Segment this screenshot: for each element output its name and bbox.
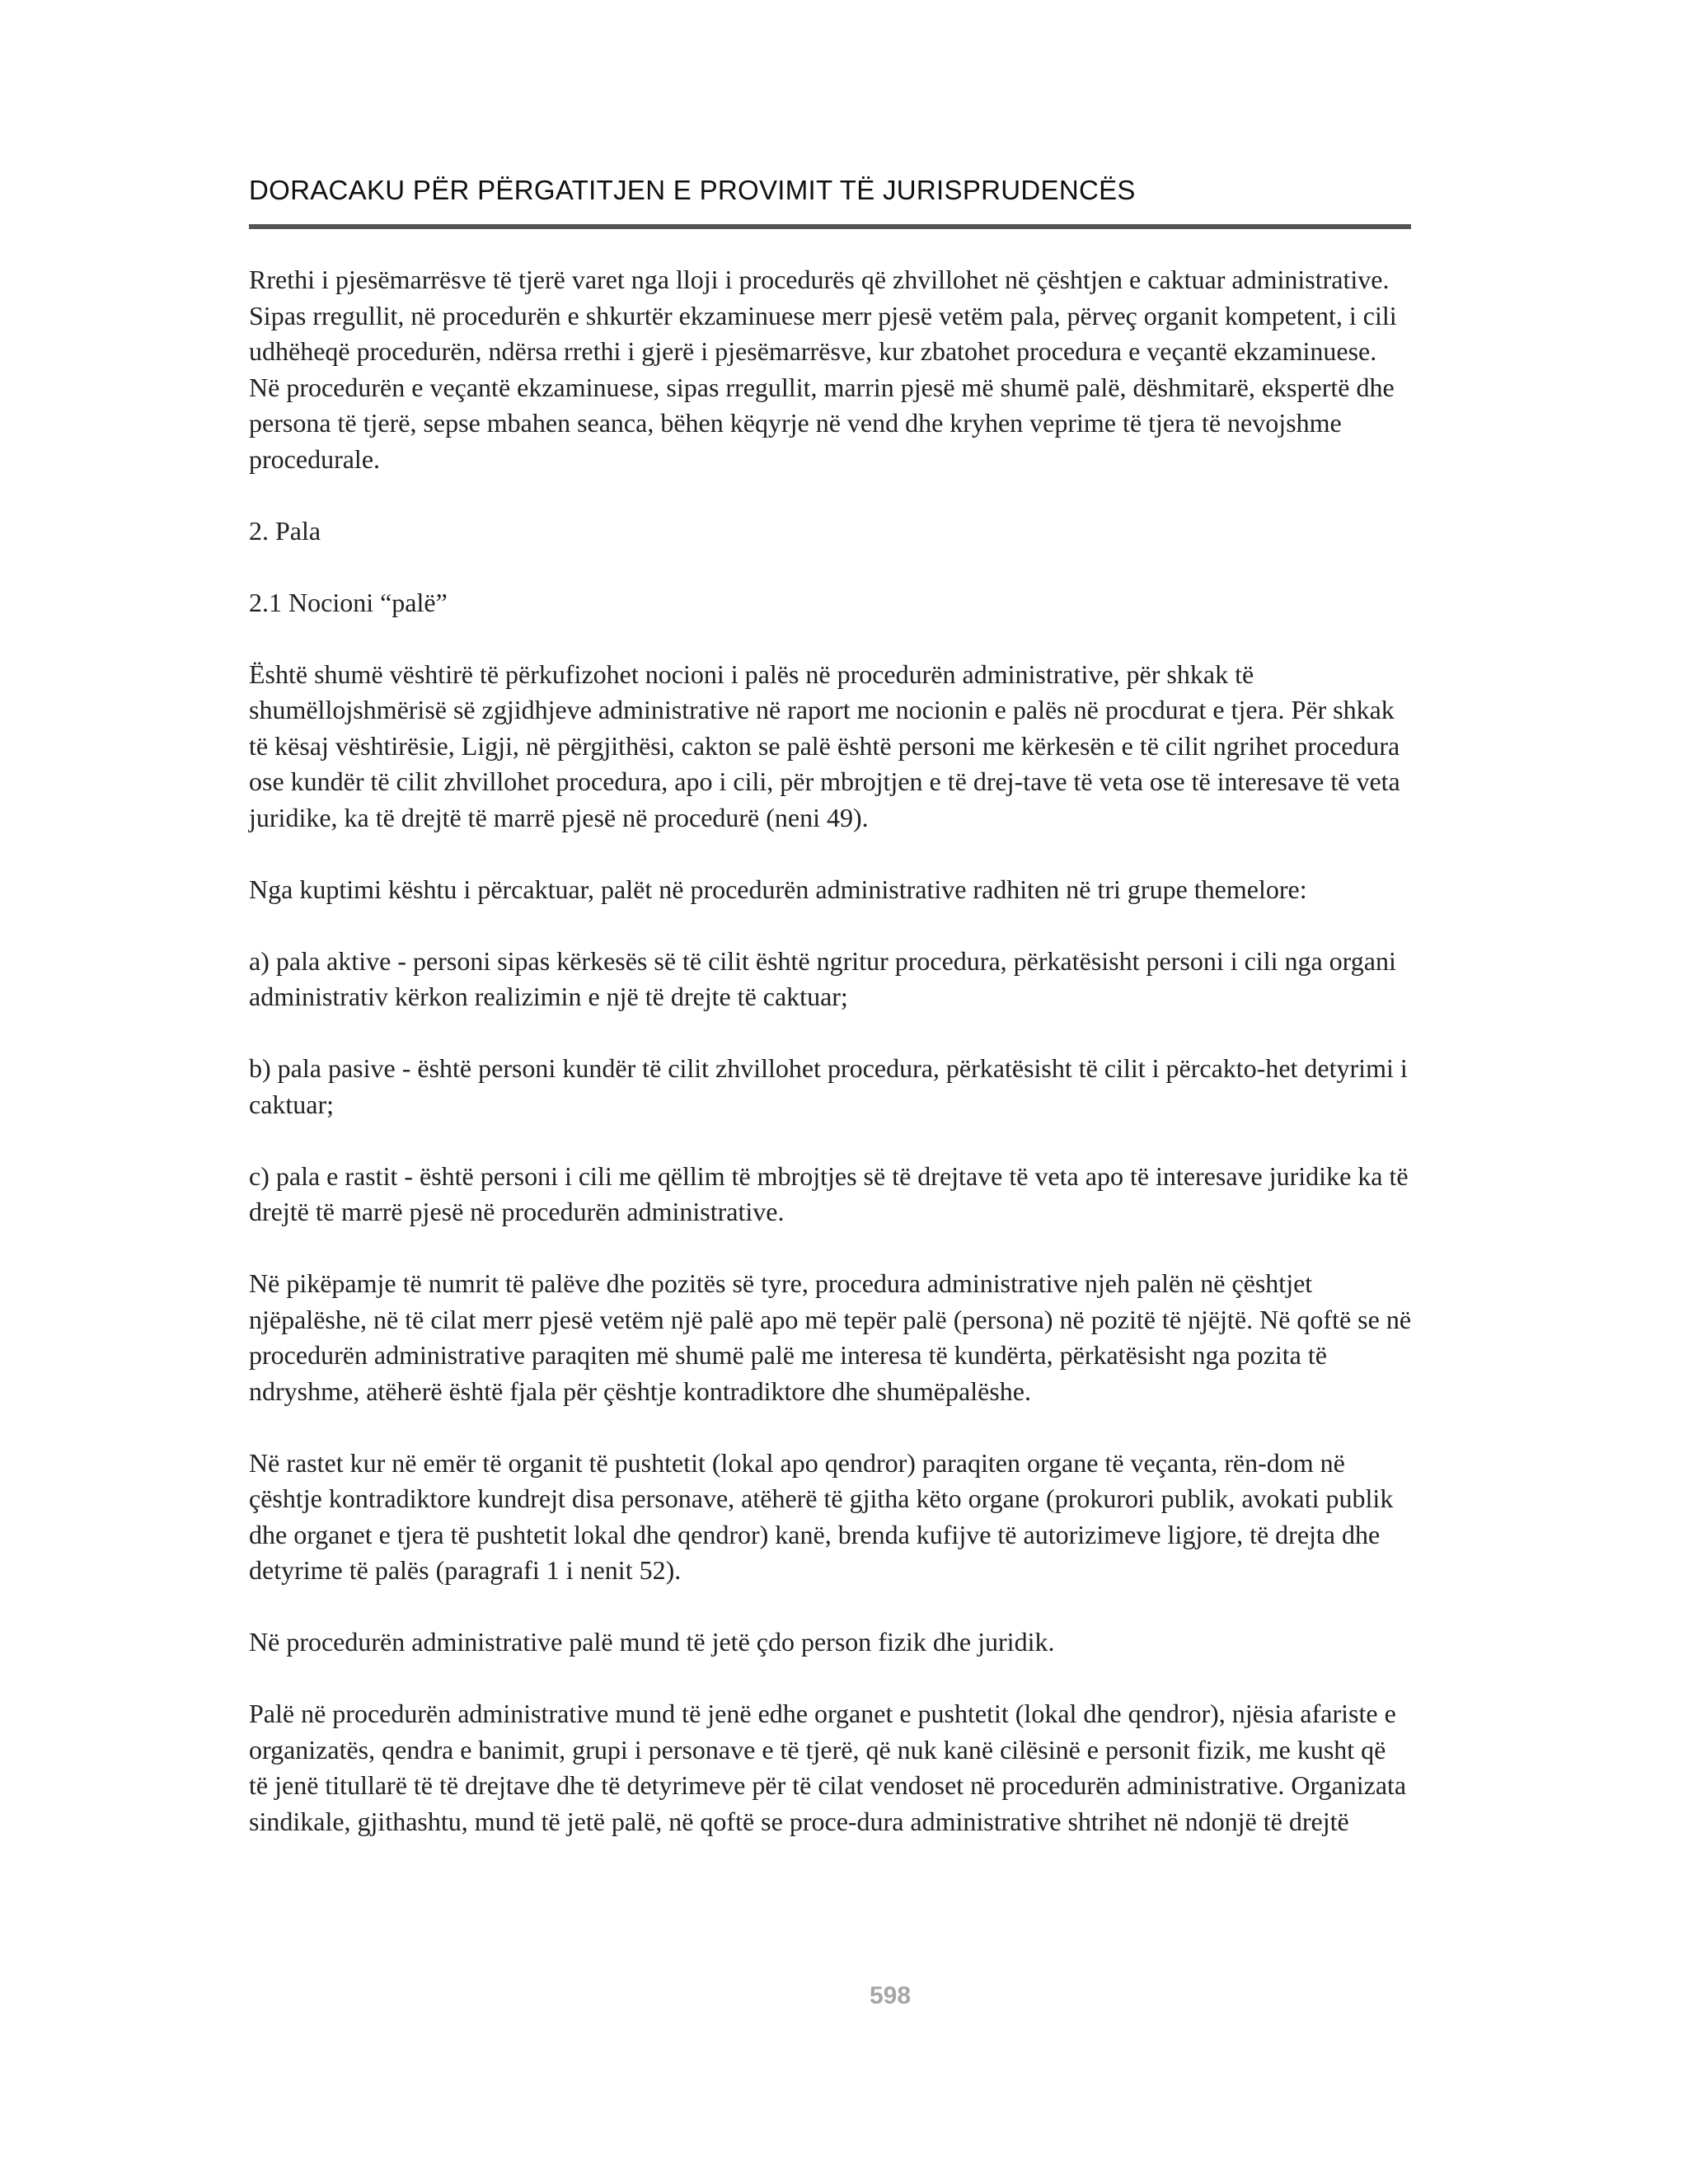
list-item-active-party: a) pala aktive - personi sipas kërkesës së të cilit është ngritur procedura, përkatësisht personi i cili nga organi administrativ kërkon realizimin e një të drejte të caktuar;: [249, 945, 1396, 1011]
list-item-incidental-party: c) pala e rastit - është personi i cili me qëllim të mbrojtjes së të drejtave të veta apo të interesave juridike ka të drejtë të marrë pjesë në procedurën administrative.: [249, 1160, 1409, 1226]
paragraph-participants: Rrethi i pjesëmarrësve të tjerë varet nga lloji i procedurës që zhvillohet në çështjen e caktuar administrative. Sipas rregullit, në procedurën e shkurtër ekzaminuese merr pjesë vetëm pala, përveç organit kompetent, i cili udhëheqë procedurën, ndërsa rrethi i gjerë i pjesëmarrësve, kur zbatohet procedura e veçantë ekzaminuese. Në procedurën e veçantë ekzaminuese, sipas rregullit, marrin pjesë më shumë palë, dëshmitarë, ekspertë dhe persona të tjerë, sepse mbahen seanca, bëhen këqyrje në vend dhe kryhen veprime të tjera të nevojshme procedurale.: [249, 265, 1397, 474]
paragraph-authority-organs: Në rastet kur në emër të organit të pushtetit (lokal apo qendror) paraqiten organe të veçanta, rën-dom në çështje kontradiktore kundrejt disa personave, atëherë të gjitha këto organe (prokurori publik, avokati publik dhe organet e tjera të pushtetit lokal dhe qendror) kanë, brenda kufijve të autorizimeve ligjore, të drejta dhe detyrime të palës (paragrafi 1 i nenit 52).: [249, 1447, 1394, 1585]
paragraph-number-of-parties: Në pikëpamje të numrit të palëve dhe pozitës së tyre, procedura administrative njeh palën në çështjet njëpalëshe, në të cilat merr pjesë vetëm një palë apo më tepër palë (persona) në pozitë të njëjtë. Në qoftë se në procedurën administrative paraqiten më shumë palë me interesa të kundërta, përkatësisht nga pozita të ndryshme, atëherë është fjala për çështje kontradiktore dhe shumëpalëshe.: [249, 1268, 1412, 1406]
paragraph-other-parties: Palë në procedurën administrative mund të jenë edhe organet e pushtetit (lokal dhe qendror), njësia afariste e organizatës, qendra e banimit, grupi i personave e të tjerë, që nuk kanë cilësinë e personit fizik, me kusht që të jenë titullarë të të drejtave dhe të detyrimeve për të cilat vendoset në procedurën administrative. Organizata sindikale, gjithashtu, mund të jetë palë, në qoftë se proce-dura administrative shtrihet në ndonjë të drejtë: [249, 1699, 1407, 1836]
subsection-heading-nocioni: 2.1 Nocioni “palë”: [249, 587, 448, 617]
section-heading-pala: 2. Pala: [249, 515, 321, 546]
paragraph-definition: Është shumë vështirë të përkufizohet nocioni i palës në procedurën administrative, për shkak të shumëllojshmërisë së zgjidhjeve administrative në raport me nocionin e palës në procdurat e tjera. Për shkak të kësaj vështirësie, Ligji, në përgjithësi, cakton se palë është personi me kërkesën e të cilit ngrihet procedura ose kundër të cilit zhvillohet procedura, apo i cili, për mbrojtjen e të drej-tave të veta ose të interesave të veta juridike, ka të drejtë të marrë pjesë në procedurë (neni 49).: [249, 658, 1400, 832]
header-rule: [249, 224, 1411, 229]
paragraph-groups-intro: Nga kuptimi kështu i përcaktuar, palët në procedurën administrative radhiten në tri grupe themelore:: [249, 874, 1307, 904]
paragraph-natural-legal-person: Në procedurën administrative palë mund të jetë çdo person fizik dhe juridik.: [249, 1627, 1055, 1657]
body-text: [249, 262, 1411, 1840]
page-number: 598: [869, 1982, 912, 2009]
running-header: DORACAKU PËR PËRGATITJEN E PROVIMIT TË JURISPRUDENCËS: [249, 175, 1136, 205]
list-item-passive-party: b) pala pasive - është personi kundër të cilit zhvillohet procedura, përkatësisht të cilit i përcakto-het detyrimi i caktuar;: [249, 1053, 1408, 1119]
